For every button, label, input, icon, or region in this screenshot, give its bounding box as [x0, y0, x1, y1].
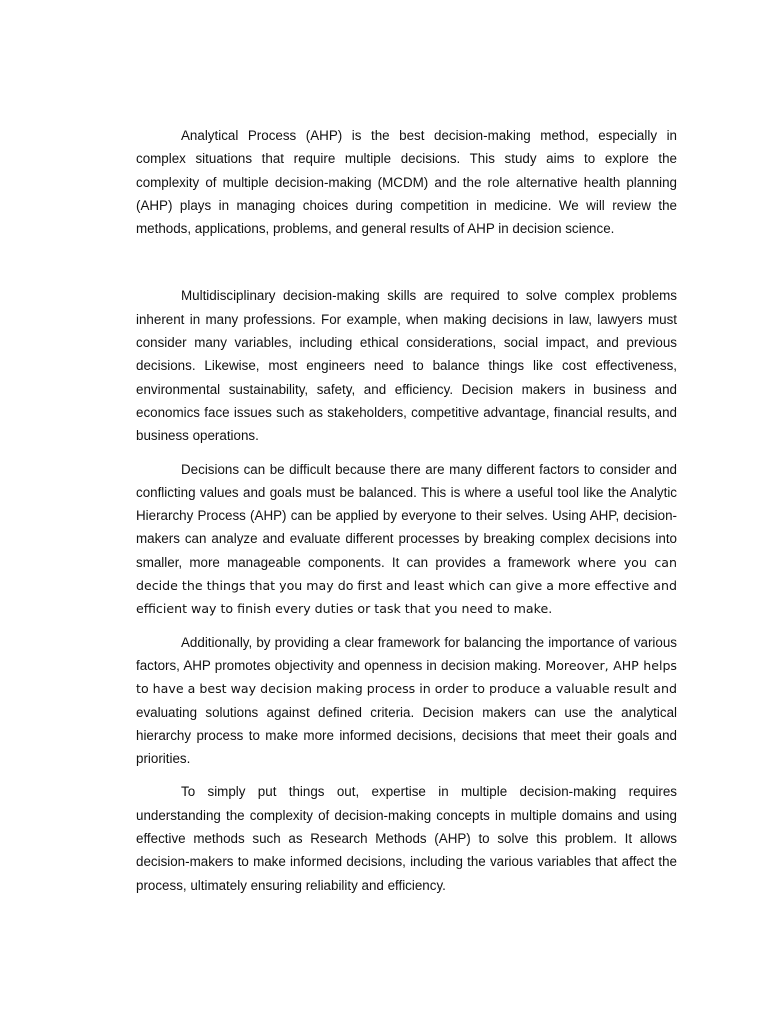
- paragraph-text: To simply put things out, expertise in multiple decision-making requires understanding the complexity of decision-making concepts in multiple domains and using effective methods such as Research Methods (AHP) to solve this problem. It allows decision-makers to make informed decisions, including the various variables that affect the process, ultimately ensuring reliability and efficiency.: [136, 784, 677, 893]
- paragraph-text-part: Decisions can be difficult because there are many different factors to consider and conflicting values and goals must be balanced. This is where a useful tool like the Analytic Hierarchy Process (AHP) can be applied by everyone to their selves. Using AHP, decision-makers can analyze and evaluate different processes by breaking complex decisions into smaller, more manageable components. It can provides a framework: [136, 461, 677, 570]
- paragraph-multidisciplinary: [136, 284, 677, 447]
- paragraph-additionally: [136, 631, 677, 771]
- paragraph-text-alt-font: Moreover, AHP helps to have a best way decision making process in order to produce a valuable result and: [136, 657, 677, 697]
- paragraph-conclusion: [136, 780, 677, 896]
- document-page: [136, 124, 677, 897]
- paragraph-text-alt-font: where you can decide the things that you may do first and least which can give a more effective and efficient way to finish every duties or task that you need to make.: [136, 554, 677, 617]
- paragraph-intro: [136, 124, 677, 240]
- paragraph-text: Analytical Process (AHP) is the best decision-making method, especially in complex situations that require multiple decisions. This study aims to explore the complexity of multiple decision-making (MCDM) and the role alternative health planning (AHP) plays in managing choices during competition in medicine. We will review the methods, applications, problems, and general results of AHP in decision science.: [136, 128, 677, 237]
- paragraph-text-part: Additionally, by providing a clear framework for balancing the importance of various factors, AHP promotes objectivity and openness in decision making.: [136, 634, 677, 673]
- paragraph-text-part: evaluating solutions against defined criteria. Decision makers can use the analytical hierarchy process to make more informed decisions, decisions that meet their goals and priorities.: [136, 704, 677, 767]
- paragraph-decisions-difficult: [136, 458, 677, 621]
- paragraph-text: Multidisciplinary decision-making skills are required to solve complex problems inherent in many professions. For example, when making decisions in law, lawyers must consider many variables, including ethical considerations, social impact, and previous decisions. Likewise, most engineers need to balance things like cost effectiveness, environmental sustainability, safety, and efficiency. Decision makers in business and economics face issues such as stakeholders, competitive advantage, financial results, and business operations.: [136, 288, 677, 444]
